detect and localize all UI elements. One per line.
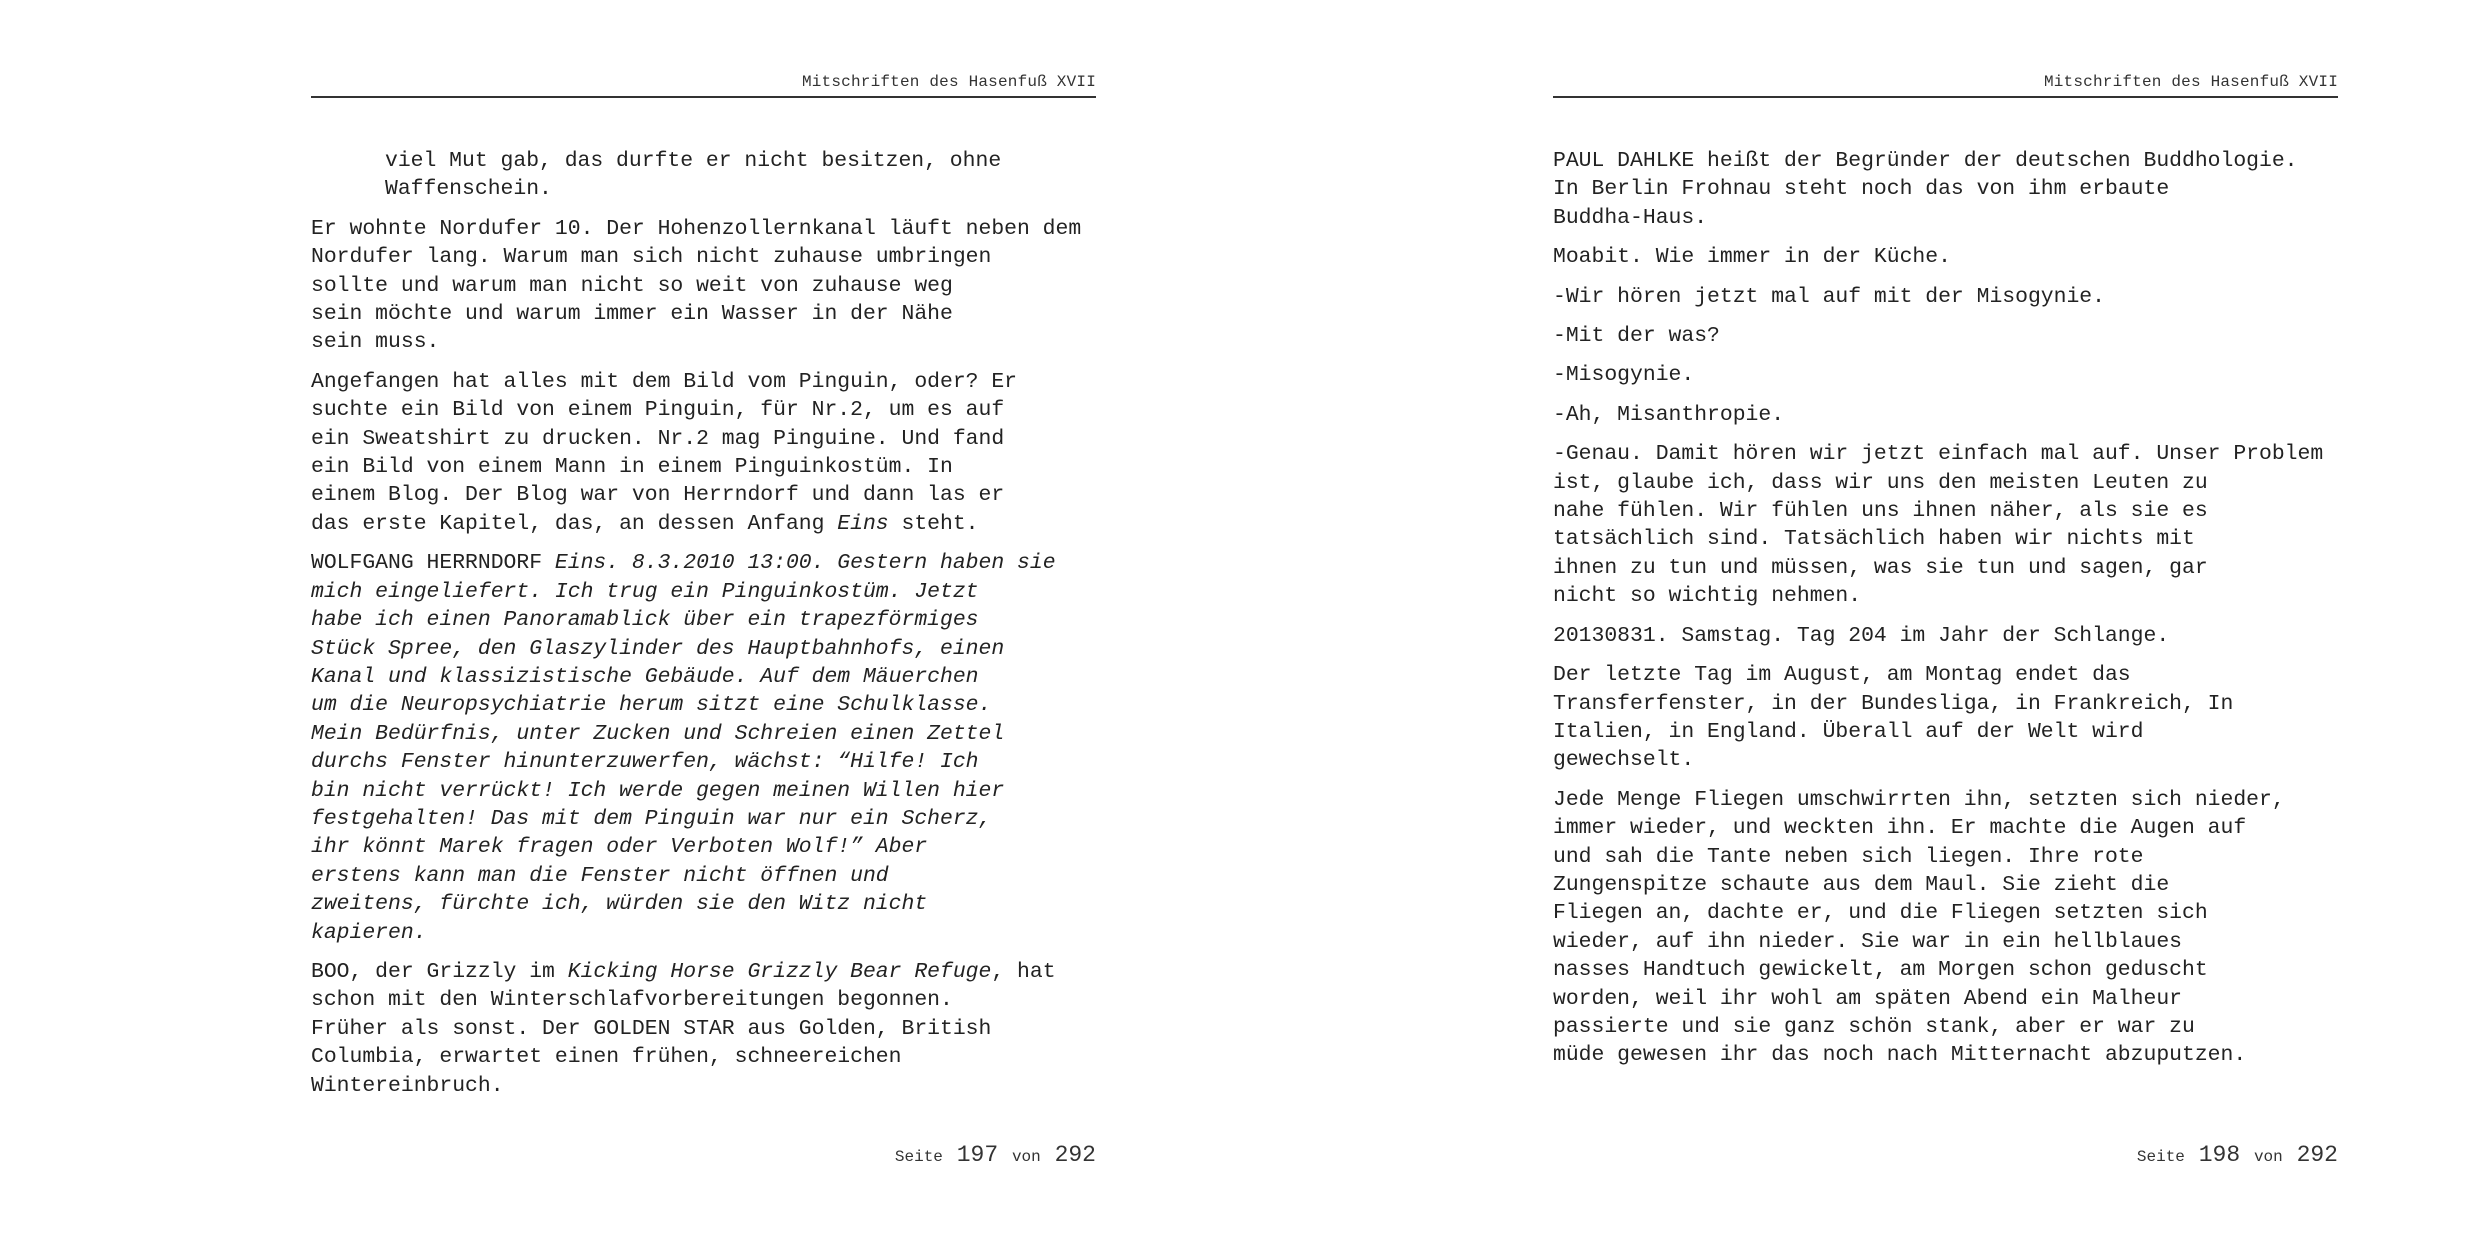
text-line <box>1553 322 2338 350</box>
page-body <box>311 147 1096 1111</box>
text-run: steht. <box>888 511 979 536</box>
right-page <box>1553 0 2338 1240</box>
text-run: Der letzte Tag im August, am Montag endet das <box>1553 663 2131 688</box>
text-line <box>311 777 1096 805</box>
text-line <box>1553 899 2338 927</box>
text-line <box>311 300 1096 328</box>
text-line <box>1553 786 2338 814</box>
italic-text: Eins. 8.3.2010 13:00. Gestern haben sie <box>554 551 1056 576</box>
text-run: Zungenspitze schaute aus dem Maul. Sie zieht die <box>1553 872 2170 897</box>
text-line <box>311 663 1096 691</box>
text-line <box>311 720 1096 748</box>
header-rule <box>311 96 1096 98</box>
text-line <box>311 606 1096 634</box>
italic-text: Stück Spree, den Glaszylinder des Hauptbahnhofs, einen <box>311 636 1005 661</box>
text-line <box>1553 746 2338 774</box>
text-line <box>311 425 1096 453</box>
text-run: ein Sweatshirt zu drucken. Nr.2 mag Pinguine. Und fand <box>311 426 1005 451</box>
text-line <box>311 578 1096 606</box>
text-run: Angefangen hat alles mit dem Bild vom Pinguin, oder? Er <box>311 369 1018 394</box>
text-run: passierte und sie ganz schön stank, aber er war zu <box>1553 1014 2195 1039</box>
text-line <box>1553 175 2338 203</box>
text-run: viel Mut gab, das durfte er nicht besitzen, ohne <box>385 149 1002 173</box>
paragraph <box>1553 786 2338 1070</box>
page-body <box>1553 147 2338 1081</box>
text-line <box>311 748 1096 776</box>
text-run: gewechselt. <box>1553 748 1695 773</box>
text-line <box>1553 283 2338 311</box>
text-line <box>311 243 1096 271</box>
text-line <box>311 215 1096 243</box>
footer-von-label: von <box>2253 1148 2283 1166</box>
footer-page-number: 197 <box>956 1142 999 1168</box>
text-run: wieder, auf ihn nieder. Sie war in ein hellblaues <box>1553 929 2182 954</box>
page-footer <box>311 1141 1096 1171</box>
text-run: nasses Handtuch gewickelt, am Morgen schon geduscht <box>1553 958 2208 983</box>
text-line <box>1553 1041 2338 1069</box>
running-head: Mitschriften des Hasenfuß XVII <box>801 73 1096 91</box>
text-line <box>311 635 1096 663</box>
text-run: schon mit den Winterschlafvorbereitungen begonnen. <box>311 988 953 1013</box>
paragraph <box>1553 361 2338 389</box>
text-line <box>1553 928 2338 956</box>
text-line <box>1553 401 2338 429</box>
text-line <box>1553 985 2338 1013</box>
footer-page-number: 198 <box>2198 1142 2241 1168</box>
text-run: Waffenschein. <box>385 177 552 202</box>
text-line <box>311 805 1096 833</box>
italic-text: habe ich einen Panoramablick über ein trapezförmiges <box>311 608 979 633</box>
text-line <box>311 453 1096 481</box>
paragraph <box>1553 661 2338 775</box>
text-line <box>1553 147 2338 175</box>
text-run: das erste Kapitel, das, an dessen Anfang <box>311 511 838 536</box>
paragraph <box>1553 322 2338 350</box>
text-line <box>311 481 1096 509</box>
text-line <box>1553 469 2338 497</box>
text-line <box>1553 440 2338 468</box>
text-line <box>311 396 1096 424</box>
text-run: Transferfenster, in der Bundesliga, in Frankreich, In <box>1553 691 2234 716</box>
paragraph <box>1553 440 2338 610</box>
text-run: , hat <box>991 959 1056 984</box>
text-line <box>311 1015 1096 1043</box>
paragraph <box>311 958 1096 1100</box>
text-line <box>311 1043 1096 1071</box>
text-run: ist, glaube ich, dass wir uns den meisten Leuten zu <box>1553 470 2208 495</box>
text-run: Er wohnte Nordufer 10. Der Hohenzollernkanal läuft neben dem <box>311 216 1082 241</box>
text-line <box>1553 243 2338 271</box>
italic-text: kapieren. <box>311 920 427 945</box>
paragraph <box>311 368 1096 538</box>
paragraph <box>1553 401 2338 429</box>
text-run: suchte ein Bild von einem Pinguin, für Nr.2, um es auf <box>311 398 1005 423</box>
text-run: BOO, der Grizzly im <box>311 959 568 984</box>
italic-text: bin nicht verrückt! Ich werde gegen meinen Willen hier <box>311 778 1005 803</box>
text-line <box>1553 622 2338 650</box>
text-run: -Misogynie. <box>1553 363 1695 388</box>
text-line <box>311 833 1096 861</box>
text-run: In Berlin Frohnau steht noch das von ihm erbaute <box>1553 177 2170 202</box>
text-run: tatsächlich sind. Tatsächlich haben wir nichts mit <box>1553 527 2195 552</box>
text-line <box>1553 871 2338 899</box>
text-run: sollte und warum man nicht so weit von zuhause weg <box>311 273 953 298</box>
text-run: Moabit. Wie immer in der Küche. <box>1553 245 1951 270</box>
header-rule <box>1553 96 2338 98</box>
text-run: und sah die Tante neben sich liegen. Ihre rote <box>1553 844 2144 869</box>
text-run: immer wieder, und weckten ihn. Er machte die Augen auf <box>1553 816 2247 841</box>
text-line <box>385 147 1096 175</box>
text-line <box>311 368 1096 396</box>
paragraph <box>311 215 1096 357</box>
paragraph <box>311 147 1096 204</box>
paragraph <box>1553 622 2338 650</box>
text-run: sein muss. <box>311 330 440 355</box>
text-line <box>1553 956 2338 984</box>
text-run: sein möchte und warum immer ein Wasser in der Nähe <box>311 302 953 327</box>
text-line <box>1553 814 2338 842</box>
footer-page-total: 292 <box>2296 1142 2338 1168</box>
paragraph <box>1553 243 2338 271</box>
text-run: Nordufer lang. Warum man sich nicht zuhause umbringen <box>311 245 992 270</box>
text-run: einem Blog. Der Blog war von Herrndorf und dann las er <box>311 483 1005 508</box>
text-run: Jede Menge Fliegen umschwirrten ihn, setzten sich nieder, <box>1553 787 2285 812</box>
text-run: WOLFGANG HERRNDORF <box>311 551 555 576</box>
paragraph <box>1553 283 2338 311</box>
italic-text: Kanal und klassizistische Gebäude. Auf dem Mäuerchen <box>311 664 979 689</box>
left-page <box>311 0 1096 1240</box>
text-line <box>311 890 1096 918</box>
italic-text: zweitens, fürchte ich, würden sie den Witz nicht <box>311 892 928 917</box>
text-line <box>385 175 1096 203</box>
italic-text: mich eingeliefert. Ich trug ein Pinguinkostüm. Jetzt <box>311 579 979 604</box>
paragraph <box>311 549 1096 947</box>
italic-text: erstens kann man die Fenster nicht öffnen und <box>311 863 889 888</box>
text-line <box>1553 554 2338 582</box>
text-run: nahe fühlen. Wir fühlen uns ihnen näher, als sie es <box>1553 499 2208 524</box>
text-line <box>311 986 1096 1014</box>
footer-seite-label: Seite <box>2136 1148 2185 1166</box>
italic-text: Mein Bedürfnis, unter Zucken und Schreien einen Zettel <box>311 721 1005 746</box>
text-run: 20130831. Samstag. Tag 204 im Jahr der Schlange. <box>1553 623 2170 648</box>
italic-text: Eins <box>837 511 889 536</box>
text-run: -Mit der was? <box>1553 324 1720 349</box>
text-line <box>311 510 1096 538</box>
paragraph <box>1553 147 2338 232</box>
footer-von-label: von <box>1011 1148 1041 1166</box>
text-run: ihnen zu tun und müssen, was sie tun und sagen, gar <box>1553 555 2208 580</box>
text-run: -Ah, Misanthropie. <box>1553 402 1785 427</box>
text-run: -Genau. Damit hören wir jetzt einfach mal auf. Unser Problem <box>1553 442 2324 467</box>
text-line <box>311 958 1096 986</box>
text-run: Fliegen an, dachte er, und die Fliegen setzten sich <box>1553 901 2208 926</box>
text-run: Wintereinbruch. <box>311 1073 504 1098</box>
text-line <box>311 272 1096 300</box>
text-line <box>311 1072 1096 1100</box>
page-footer <box>1553 1141 2338 1171</box>
text-line <box>311 328 1096 356</box>
footer-page-total: 292 <box>1054 1142 1096 1168</box>
text-line <box>1553 843 2338 871</box>
italic-text: durchs Fenster hinunterzuwerfen, wächst: “Hilfe! Ich <box>311 750 979 775</box>
text-run: müde gewesen ihr das noch nach Mitternacht abzuputzen. <box>1553 1043 2247 1068</box>
text-line <box>311 862 1096 890</box>
running-head: Mitschriften des Hasenfuß XVII <box>2043 73 2338 91</box>
text-run: Columbia, erwartet einen frühen, schneereichen <box>311 1045 902 1070</box>
text-run: PAUL DAHLKE heißt der Begründer der deutschen Buddhologie. <box>1553 149 2298 173</box>
text-line <box>1553 661 2338 689</box>
text-line <box>311 691 1096 719</box>
text-line <box>1553 582 2338 610</box>
italic-text: Kicking Horse Grizzly Bear Refuge <box>567 959 992 984</box>
footer-seite-label: Seite <box>894 1148 943 1166</box>
text-run: worden, weil ihr wohl am späten Abend ein Malheur <box>1553 986 2182 1011</box>
text-line <box>311 549 1096 577</box>
text-line <box>1553 1013 2338 1041</box>
text-line <box>1553 525 2338 553</box>
text-line <box>1553 497 2338 525</box>
text-line <box>311 919 1096 947</box>
italic-text: ihr könnt Marek fragen oder Verboten Wolf!” Aber <box>311 835 928 860</box>
italic-text: um die Neuropsychiatrie herum sitzt eine Schulklasse. <box>311 693 992 718</box>
text-run: nicht so wichtig nehmen. <box>1553 584 1862 609</box>
text-run: Italien, in England. Überall auf der Welt wird <box>1553 719 2144 744</box>
italic-text: festgehalten! Das mit dem Pinguin war nur ein Scherz, <box>311 806 992 831</box>
text-line <box>1553 718 2338 746</box>
text-line <box>1553 690 2338 718</box>
text-line <box>1553 204 2338 232</box>
text-run: ein Bild von einem Mann in einem Pinguinkostüm. In <box>311 455 953 480</box>
text-run: -Wir hören jetzt mal auf mit der Misogynie. <box>1553 284 2105 309</box>
text-run: Früher als sonst. Der GOLDEN STAR aus Golden, British <box>311 1016 992 1041</box>
text-line <box>1553 361 2338 389</box>
text-run: Buddha-Haus. <box>1553 205 1708 230</box>
